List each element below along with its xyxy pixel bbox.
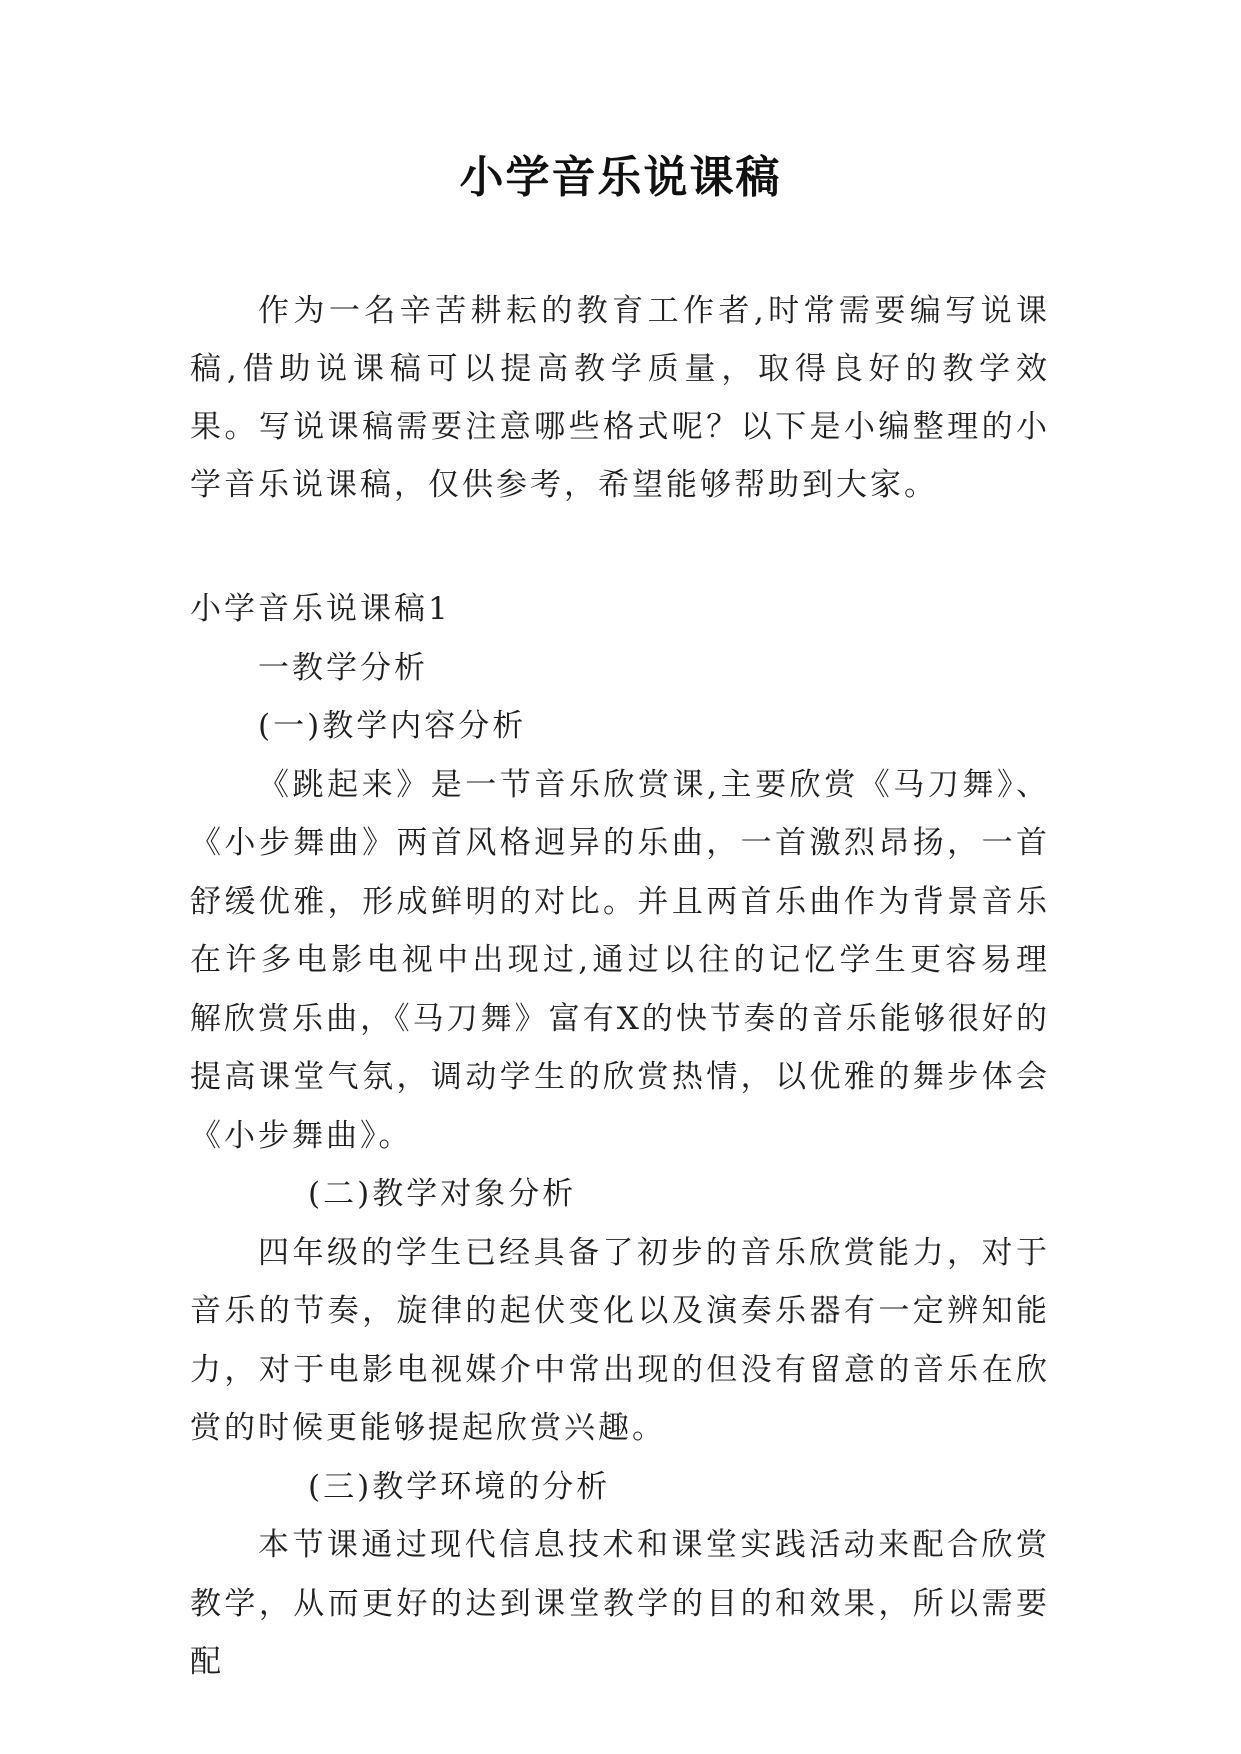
- section-heading: 小学音乐说课稿1: [190, 591, 451, 627]
- sub3-heading: (三)教学环境的分析: [308, 1468, 611, 1505]
- sub3-paragraph: 本节课通过现代信息技术和课堂实践活动来配合欣赏教学，从而更好的达到课堂教学的目的和效果，所以需要配: [190, 1527, 1050, 1680]
- part1-heading: 一教学分析: [258, 649, 428, 686]
- document-content: [190, 580, 1050, 1692]
- sub1-heading: (一)教学内容分析: [258, 708, 527, 744]
- sub2-heading: (二)教学对象分析: [308, 1176, 577, 1212]
- sub1-paragraph: 《跳起来》是一节音乐欣赏课,主要欣赏《马刀舞》、《小步舞曲》两首风格迥异的乐曲，一首激烈昂扬，一首舒缓优雅，形成鲜明的对比。并且两首乐曲作为背景音乐在许多电影电视中出现过,通过以往的记忆学生更容易理解欣赏乐曲，《马刀舞》富有X的快节奏的音乐能够很好的提高课堂气氛，调动学生的欣赏热情，以优雅的舞步体会《小步舞曲》。: [190, 766, 1050, 1154]
- document-title: 小学音乐说课稿: [459, 152, 782, 203]
- sub2-paragraph: 四年级的学生已经具备了初步的音乐欣赏能力，对于音乐的节奏，旋律的起伏变化以及演奏乐器有一定辨知能力，对于电影电视媒介中常出现的但没有留意的音乐在欣赏的时候更能够提起欣赏兴趣。: [190, 1234, 1050, 1446]
- intro-paragraph: 作为一名辛苦耕耘的教育工作者,时常需要编写说课稿,借助说课稿可以提高教学质量，取得良好的教学效果。写说课稿需要注意哪些格式呢？以下是小编整理的小学音乐说课稿，仅供参考，希望能够帮助到大家。: [190, 293, 1050, 503]
